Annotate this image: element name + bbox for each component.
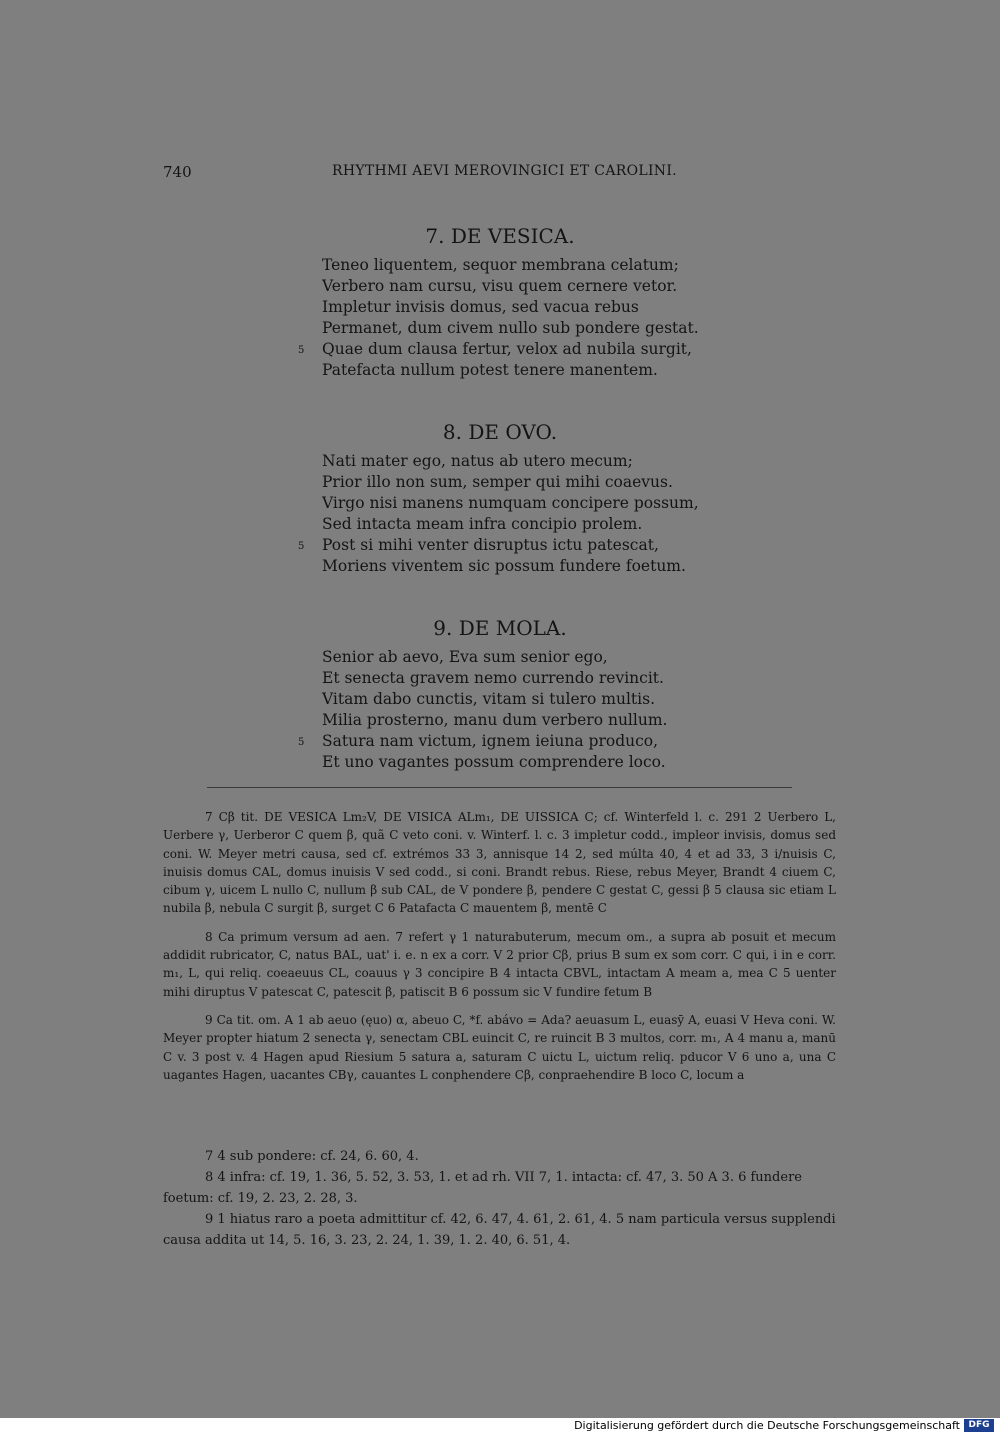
verse-line: Permanet, dum civem nullo sub pondere gestat. <box>322 319 699 337</box>
apparatus-note-9: 9 Ca tit. om. A 1 ab aeuo (ęuo) α, abeuo C, *f. abávo = Ada? aeuasum L, euasȳ A, euasi V Heva coni. W. Meyer propter hiatum 2 senecta γ, senectam CBL euincit C, re ruincit B 3 multos, corr. m₁, A 4 manu a, manū C v. 3 post v. 4 Hagen apud Riesium 5 satura a, saturam C uictu L, uictum reliq. pducor V 6 uno a, una C uagantes Hagen, uacantes CBγ, cauantes L conphendere Cβ, conpraehendire B loco C, locum a <box>163 1012 836 1082</box>
verse-line: Prior illo non sum, semper qui mihi coaevus. <box>322 473 673 491</box>
page-header <box>0 163 1000 183</box>
running-title: RHYTHMI AEVI MEROVINGICI ET CAROLINI. <box>332 163 677 179</box>
verse-line: Teneo liquentem, sequor membrana celatum; <box>322 256 679 274</box>
apparatus-note-8: 8 Ca primum versum ad aen. 7 refert γ 1 naturabuterum, mecum om., a supra ab posuit et mecum addidit rubricator, C, natus BAL, uat' i. e. n ex a corr. V 2 prior Cβ, prius B sum ex som corr. C qui, i in e corr. m₁, L, qui reliq. coeaeuus CL, coauus γ 3 concipire B 4 intacta CBVL, intactam A meam a, mea C 5 uenter mihi diruptus V patescat C, patescit β, patiscit B 6 possum sic V fundire fetum B <box>163 929 836 999</box>
verse-line: Milia prosterno, manu dum verbero nullum. <box>322 711 668 729</box>
verse-line: Quae dum clausa fertur, velox ad nubila surgit, <box>322 340 692 358</box>
verse-line: Senior ab aevo, Eva sum senior ego, <box>322 648 608 666</box>
verse-line: Vitam dabo cunctis, vitam si tulero multis. <box>322 690 656 708</box>
testimonia-note-8: 8 4 infra: cf. 19, 1. 36, 5. 52, 3. 53, 1. et ad rh. VII 7, 1. intacta: cf. 47, 3. 50 A 3. 6 fundere foetum: cf. 19, 2. 23, 2. 28, 3. <box>163 1170 802 1206</box>
verse-line: Post si mihi venter disruptus ictu patescat, <box>322 536 659 554</box>
testimonia-note-9: 9 1 hiatus raro a poeta admittitur cf. 42, 6. 47, 4. 61, 2. 61, 4. 5 nam particula versus supplendi causa addita ut 14, 5. 16, 3. 23, 2. 24, 1. 39, 1. 2. 40, 6. 51, 4. <box>163 1212 836 1248</box>
poem-title: 9. DE MOLA. <box>433 616 567 640</box>
verse-line: Et uno vagantes possum comprendere loco. <box>322 753 666 771</box>
verse-line: Verbero nam cursu, visu quem cernere vetor. <box>322 277 678 295</box>
testimonia <box>163 1146 836 1251</box>
verse-line: Impletur invisis domus, sed vacua rebus <box>322 298 639 316</box>
footnote-separator <box>207 787 792 788</box>
funding-notice: Digitalisierung gefördert durch die Deutsche Forschungsgemeinschaft <box>574 1419 960 1432</box>
verse-line: Moriens viventem sic possum fundere foetum. <box>322 557 686 575</box>
apparatus-criticus <box>163 808 836 1084</box>
testimonia-note-7: 7 4 sub pondere: cf. 24, 6. 60, 4. <box>205 1149 419 1164</box>
verse-line: Et senecta gravem nemo currendo revincit. <box>322 669 664 687</box>
poem-title: 8. DE OVO. <box>442 420 558 444</box>
poem-title: 7. DE VESICA. <box>425 224 575 248</box>
line-number: 5 <box>298 345 305 356</box>
verse-line: Satura nam victum, ignem ieiuna produco, <box>322 732 659 750</box>
apparatus-note-7: 7 Cβ tit. DE VESICA Lm₂V, DE VISICA ALm₁, DE UISSICA C; cf. Winterfeld l. c. 291 2 Uerbero L, Uerbere γ, Uerberor C quem β, quã C veto coni. v. Winterf. l. c. 3 impletur codd., impleor invisis, domus sed coni. W. Meyer metri causa, sed cf. extrémos 33 3, annisque 14 2, sed múlta 40, 4 et ad 33, 3 i/nuisis C, inuisis domus CAL, domus inuisis V sed codd., si coni. Brandt rebus. Riese, rebus Meyer, Brandt 4 ciuem C, cibum γ, uicem L nullo C, nullum β sub CAL, de V pondere β, pendere C gestat C, gessi β 5 clausa sic etiam L nubila β, nebula C surgit β, surget C 6 Patafacta C mauentem β, mentē C <box>163 810 836 916</box>
verse-line: Sed intacta meam infra concipio prolem. <box>322 515 643 533</box>
verse-line: Nati mater ego, natus ab utero mecum; <box>322 452 633 470</box>
page-number: 740 <box>163 163 192 181</box>
footer-bar <box>0 1418 1000 1434</box>
verse-line: Patefacta nullum potest tenere manentem. <box>322 361 658 379</box>
line-number: 5 <box>298 541 305 552</box>
line-number: 5 <box>298 737 305 748</box>
verse-line: Virgo nisi manens numquam concipere possum, <box>322 494 699 512</box>
dfg-logo-icon[interactable]: DFG <box>964 1419 994 1432</box>
